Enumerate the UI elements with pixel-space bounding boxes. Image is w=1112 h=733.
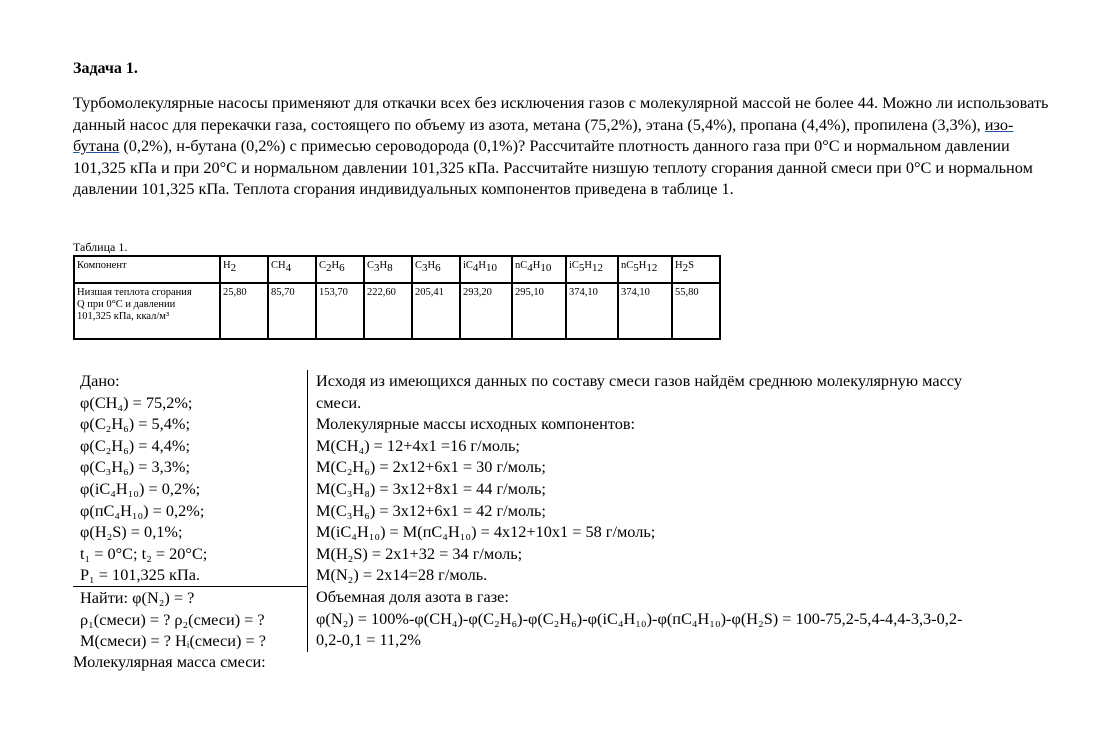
table-component-header: $nC_4H_{10}$: [512, 256, 566, 283]
task-title: Задача 1.: [73, 60, 138, 77]
solution-line: Объемная доля азота в газе:: [316, 586, 509, 606]
table-component-header: $CH_4$: [268, 256, 316, 283]
given-line: φ(CH₄) = 75,2%;: [80, 392, 193, 412]
table-component-header: $H_2$: [220, 256, 268, 283]
given-line: φ(iC₄H₁₀) = 0,2%;: [80, 478, 201, 498]
table-component-value: 374,10: [618, 283, 672, 339]
table-component-value: 293,20: [460, 283, 512, 339]
table-header-row: [74, 256, 720, 283]
table-component-header: $H_2S$: [672, 256, 720, 283]
table-value-row: [74, 283, 720, 339]
task-text-part2: (0,2%), н-бутана (0,2%) с примесью сероводорода (0,1%)? Рассчитайте плотность данного газа при 0°С и нормальном давлении 101,325 кПа и при 20°С и нормальном давлении 101,325 кПа. Рассчитайте низшую теплоту сгорания данной смеси при 0°С и нормальном давлении 101,325 кПа. Теплота сгорания индивидуальных компонентов приведена в таблице 1.: [73, 136, 1033, 199]
solution-line: Исходя из имеющихся данных по составу смеси газов найдём среднюю молекулярную массу: [316, 371, 962, 390]
solution-line: M(C₃H₆) = 3x12+6x1 = 42 г/моль;: [316, 500, 546, 520]
find-line: Найти: φ(N₂) = ?: [73, 586, 307, 609]
molar-mass-label: Молекулярная масса смеси:: [73, 652, 266, 671]
solution-line: M(C₃H₈) = 3x12+8x1 = 44 г/моль;: [316, 478, 546, 498]
table-component-header: $nC_5H_{12}$: [618, 256, 672, 283]
task-description: [73, 92, 1053, 200]
table-component-value: 295,10: [512, 283, 566, 339]
given-line: φ(C₂H₆) = 5,4%;: [80, 414, 190, 434]
table-component-header: $C_3H_6$: [412, 256, 460, 283]
solution-line: M(N₂) = 2x14=28 г/моль.: [316, 565, 488, 585]
task-text-part1: Турбомолекулярные насосы применяют для откачки всех без исключения газов с молекулярной массой не более 44. Можно ли использовать данный насос для перекачки газа, состоящего по объему из азота, метана (75,2%), этана (5,4%), пропана (4,4%), пропилена (3,3%),: [73, 93, 1049, 134]
table-row-label: Низшая теплота сгорания Q при 0°С и давлении 101,325 кПа, ккал/м³: [74, 283, 220, 339]
table-component-value: 153,70: [316, 283, 364, 339]
find-line: M(смеси) = ? Hᵢ(смеси) = ?: [80, 631, 266, 651]
solution-line: M(iC₄H₁₀) = M(пC₄H₁₀) = 4x12+10x1 = 58 г/моль;: [316, 522, 656, 542]
table-component-value: 205,41: [412, 283, 460, 339]
given-line: φ(H₂S) = 0,1%;: [80, 522, 183, 542]
solution-line: M(C₂H₆) = 2x12+6x1 = 30 г/моль;: [316, 457, 546, 477]
find-line: ρ₁(смеси) = ? ρ₂(смеси) = ?: [80, 609, 265, 629]
solution-line: смеси.: [316, 392, 362, 412]
given-line: P₁ = 101,325 кПа.: [80, 565, 201, 585]
table-component-header: $iC_5H_{12}$: [566, 256, 618, 283]
given-panel: [73, 370, 308, 652]
solution-panel: [316, 370, 1076, 651]
given-line: φ(C₃H₆) = 3,3%;: [80, 457, 190, 477]
solution-line: Молекулярные массы исходных компонентов:: [316, 414, 636, 434]
table-component-header: $C_3H_8$: [364, 256, 412, 283]
given-line: φ(C₂H₆) = 4,4%;: [80, 435, 190, 455]
solution-line: φ(N₂) = 100%-φ(CH₄)-φ(C₂H₆)-φ(C₂H₆)-φ(iC₄H₁₀)-φ(пC₄H₁₀)-φ(H₂S) = 100-75,2-5,4-4,4-3,3-0,2-: [316, 608, 963, 628]
table-header-label: Компонент: [74, 256, 220, 283]
solution-line: M(CH₄) = 12+4x1 =16 г/моль;: [316, 435, 520, 455]
table-component-value: 85,70: [268, 283, 316, 339]
table-component-header: $C_2H_6$: [316, 256, 364, 283]
table-component-header: $iC_4H_{10}$: [460, 256, 512, 283]
solution-line: 0,2-0,1 = 11,2%: [316, 630, 421, 650]
task-text-underlined: изо-бутана: [73, 114, 1014, 156]
given-header: Дано:: [80, 371, 120, 390]
solution-line: M(H₂S) = 2x1+32 = 34 г/моль;: [316, 543, 523, 563]
heat-of-combustion-table: [73, 255, 721, 340]
table-component-value: 374,10: [566, 283, 618, 339]
given-line: t₁ = 0°C; t₂ = 20°C;: [80, 543, 208, 563]
table-component-value: 222,60: [364, 283, 412, 339]
table-component-value: 25,80: [220, 283, 268, 339]
table-caption: Таблица 1.: [73, 240, 128, 254]
given-line: φ(пC₄H₁₀) = 0,2%;: [80, 500, 205, 520]
table-component-value: 55,80: [672, 283, 720, 339]
